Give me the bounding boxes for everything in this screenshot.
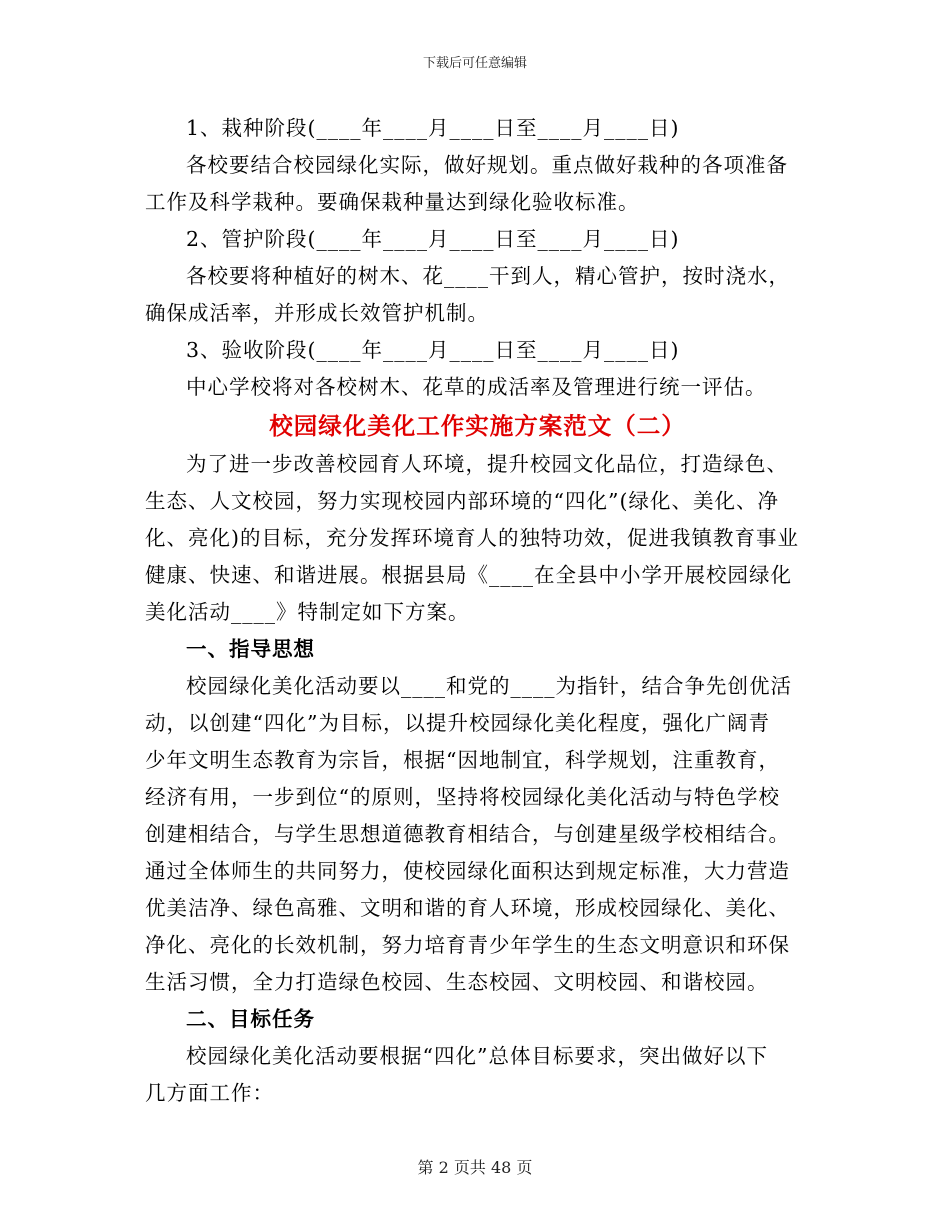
- paragraph-line: 1、栽种阶段(____年____月____日至____月____日): [186, 116, 680, 140]
- paragraph-line: 几方面工作：: [145, 1081, 274, 1105]
- paragraph-line: 少年文明生态教育为宗旨，根据“因地制宜，科学规划，注重教育，: [145, 748, 780, 772]
- section-title: 校园绿化美化工作实施方案范文（二）: [269, 412, 686, 440]
- paragraph-line: 中心学校将对各校树木、花草的成活率及管理进行统一评估。: [186, 375, 767, 399]
- paragraph-line: 为了进一步改善校园育人环境，提升校园文化品位，打造绿色、: [186, 452, 788, 476]
- page-footer: 第 2 页共 48 页: [417, 1158, 533, 1177]
- paragraph-line: 校园绿化美化活动要根据“四化”总体目标要求，突出做好以下: [186, 1044, 768, 1068]
- paragraph-line: 健康、快速、和谐进展。根据县局《____在全县中小学开展校园绿化: [145, 563, 792, 587]
- paragraph-line: 美化活动____》特制定如下方案。: [145, 600, 470, 624]
- paragraph-line: 各校要将种植好的树木、花____干到人，精心管护，按时浇水，: [186, 264, 790, 288]
- paragraph-line: 创建相结合，与学生思想道德教育相结合，与创建星级学校相结合。: [145, 822, 790, 846]
- paragraph-line: 经济有用，一步到位“的原则，坚持将校园绿化美化活动与特色学校: [145, 785, 780, 809]
- paragraph-line: 生态、人文校园，努力实现校园内部环境的“四化”(绿化、美化、净: [145, 489, 779, 513]
- page-header: 下载后可任意编辑: [422, 56, 527, 71]
- paragraph-line: 2、管护阶段(____年____月____日至____月____日): [186, 227, 680, 251]
- section-heading: 一、指导思想: [186, 637, 315, 661]
- paragraph-line: 化、亮化)的目标，充分发挥环境育人的独特功效，促进我镇教育事业: [145, 526, 799, 550]
- paragraph-line: 生活习惯，全力打造绿色校园、生态校园、文明校园、和谐校园。: [145, 970, 769, 994]
- paragraph-line: 净化、亮化的长效机制，努力培育青少年学生的生态文明意识和环保: [145, 933, 790, 957]
- paragraph-line: 3、验收阶段(____年____月____日至____月____日): [186, 338, 680, 362]
- paragraph-line: 通过全体师生的共同努力，使校园绿化面积达到规定标准，大力营造: [145, 859, 790, 883]
- document-body: [145, 110, 810, 1112]
- paragraph-line: 动，以创建“四化”为目标，以提升校园绿化美化程度，强化广阔青: [145, 711, 770, 735]
- section-heading: 二、目标任务: [186, 1007, 315, 1031]
- paragraph-line: 各校要结合校园绿化实际，做好规划。重点做好栽种的各项准备: [186, 153, 788, 177]
- paragraph-line: 工作及科学栽种。要确保栽种量达到绿化验收标准。: [145, 190, 640, 214]
- paragraph-line: 优美洁净、绿色高雅、文明和谐的育人环境，形成校园绿化、美化、: [145, 896, 790, 920]
- paragraph-line: 确保成活率，并形成长效管护机制。: [145, 301, 489, 325]
- paragraph-line: 校园绿化美化活动要以____和党的____为指针，结合争先创优活: [186, 674, 792, 698]
